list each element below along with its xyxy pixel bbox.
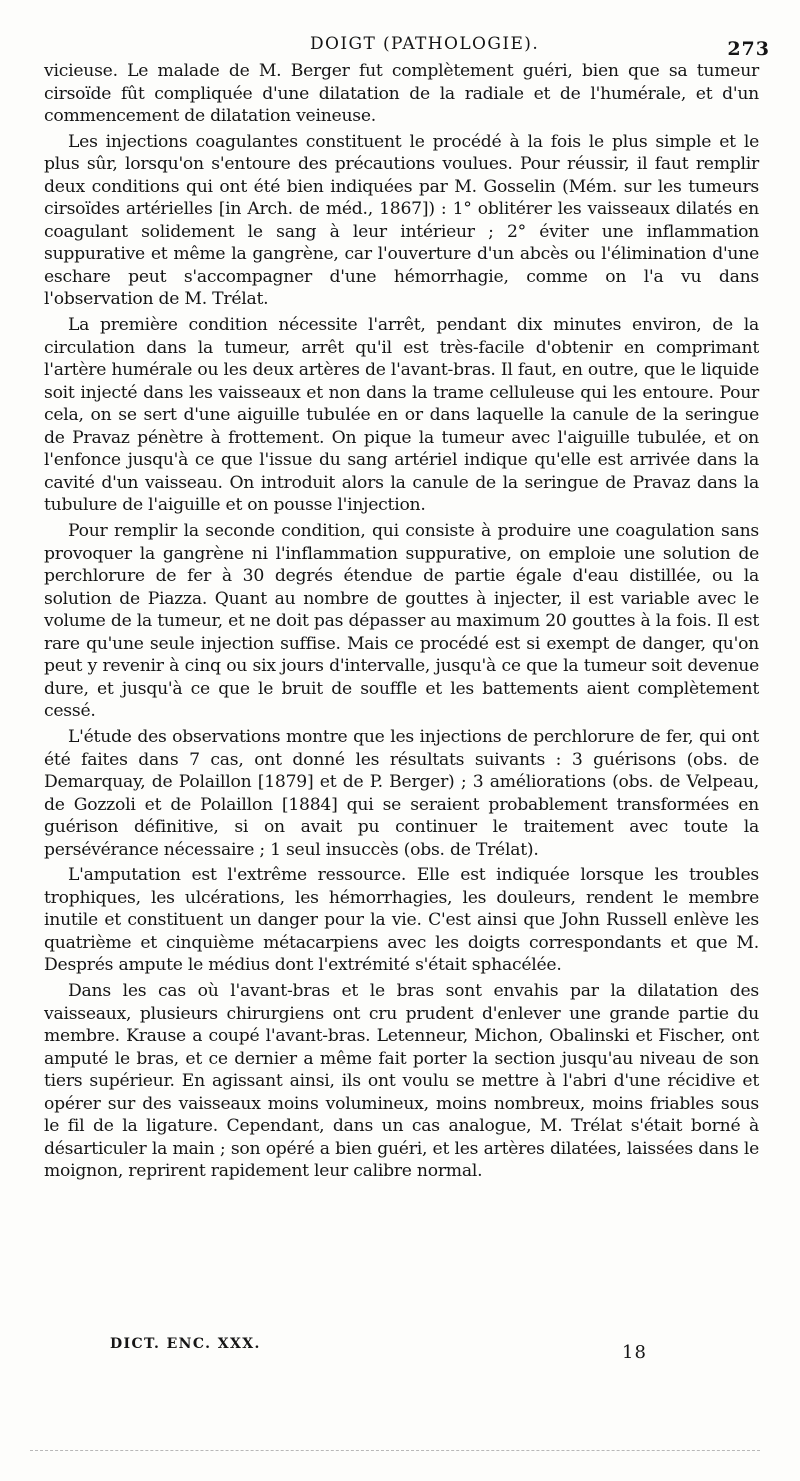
- bottom-edge-rule: [30, 1450, 760, 1451]
- signature-number: 18: [622, 1342, 647, 1363]
- paragraph: L'étude des observations montre que les injections de perchlorure de fer, qui ont été faites dans 7 cas, ont donné les résultats suivants : 3 guérisons (obs. de Demarquay, de Polaillon [1879] et de P. Berger) ; 3 améliorations (obs. de Velpeau, de Gozzoli et de Polaillon [1884] qui se seraient probablement transformées en guérison définitive, si on avait pu continuer le traitement avec toute la persévérance nécessaire ; 1 seul insuccès (obs. de Trélat).: [44, 727, 759, 860]
- paragraph: L'amputation est l'extrême ressource. Elle est indiquée lorsque les troubles trophiques, les ulcérations, les hémorrhagies, les douleurs, rendent le membre inutile et constituent un danger pour la vie. C'est ainsi que John Russell enlève les quatrième et cinquième métacarpiens avec les doigts correspondants et que M. Després ampute le médius dont l'extrémité s'était sphacélée.: [44, 865, 759, 976]
- paragraph: La première condition nécessite l'arrêt, pendant dix minutes environ, de la circulation dans la tumeur, arrêt qu'il est très-facile d'obtenir en comprimant l'artère humérale ou les deux artères de l'avant-bras. Il faut, en outre, que le liquide soit injecté dans les vaisseaux et non dans la trame celluleuse qui les entoure. Pour cela, on se sert d'une aiguille tubulée en or dans laquelle la canule de la seringue de Pravaz pénètre à frottement. On pique la tumeur avec l'aiguille tubulée, et on l'enfonce jusqu'à ce que l'issue du sang artériel indique qu'elle est arrivée dans la cavité d'un vaisseau. On introduit alors la canule de la seringue de Pravaz dans la tubulure de l'aiguille et on pousse l'injection.: [44, 315, 759, 516]
- page-footer: [110, 1336, 700, 1366]
- body-text: [44, 60, 759, 1186]
- page-number: 273: [727, 38, 770, 60]
- paragraph: Dans les cas où l'avant-bras et le bras sont envahis par la dilatation des vaisseaux, plusieurs chirurgiens ont cru prudent d'enlever une grande partie du membre. Krause a coupé l'avant-bras. Letenneur, Michon, Obalinski et Fischer, ont amputé le bras, et ce dernier a même fait porter la section jusqu'au niveau de son tiers supérieur. En agissant ainsi, ils ont voulu se mettre à l'abri d'une récidive et opérer sur des vaisseaux moins volumineux, moins nombreux, moins friables sous le fil de la ligature. Cependant, dans un cas analogue, M. Trélat s'était borné à désarticuler la main ; son opéré a bien guéri, et les artères dilatées, laissées dans le moignon, reprirent rapidement leur calibre normal.: [44, 981, 759, 1182]
- paragraph: Pour remplir la seconde condition, qui consiste à produire une coagulation sans provoquer la gangrène ni l'inflammation suppurative, on emploie une solution de perchlorure de fer à 30 degrés étendue de partie égale d'eau distillée, ou la solution de Piazza. Quant au nombre de gouttes à injecter, il est variable avec le volume de la tumeur, et ne doit pas dépasser au maximum 20 gouttes à la fois. Il est rare qu'une seule injection suffise. Mais ce procédé est si exempt de danger, qu'on peut y revenir à cinq ou six jours d'intervalle, jusqu'à ce que la tumeur soit devenue dure, et jusqu'à ce que le bruit de souffle et les battements aient complètement cessé.: [44, 521, 759, 722]
- paragraph: vicieuse. Le malade de M. Berger fut complètement guéri, bien que sa tumeur cirsoïde fût compliquée d'une dilatation de la radiale et de l'humérale, et d'un commencement de dilatation veineuse.: [44, 61, 759, 126]
- running-head: [40, 34, 770, 58]
- paragraph: Les injections coagulantes constituent le procédé à la fois le plus simple et le plus sûr, lorsqu'on s'entoure des précautions voulues. Pour réussir, il faut remplir deux conditions qui ont été bien indiquées par M. Gosselin (Mém. sur les tumeurs cirsoïdes artérielles [in Arch. de méd., 1867]) : 1° oblitérer les vaisseaux dilatés en coagulant solidement le sang à leur intérieur ; 2° éviter une inflammation suppurative et même la gangrène, car l'ouverture d'un abcès ou l'élimination d'une eschare peut s'accompagner d'une hémorrhagie, comme on l'a vu dans l'observation de M. Trélat.: [44, 131, 759, 310]
- running-title: DOIGT (PATHOLOGIE).: [310, 34, 540, 54]
- printer-signature: DICT. ENC. XXX.: [110, 1336, 261, 1352]
